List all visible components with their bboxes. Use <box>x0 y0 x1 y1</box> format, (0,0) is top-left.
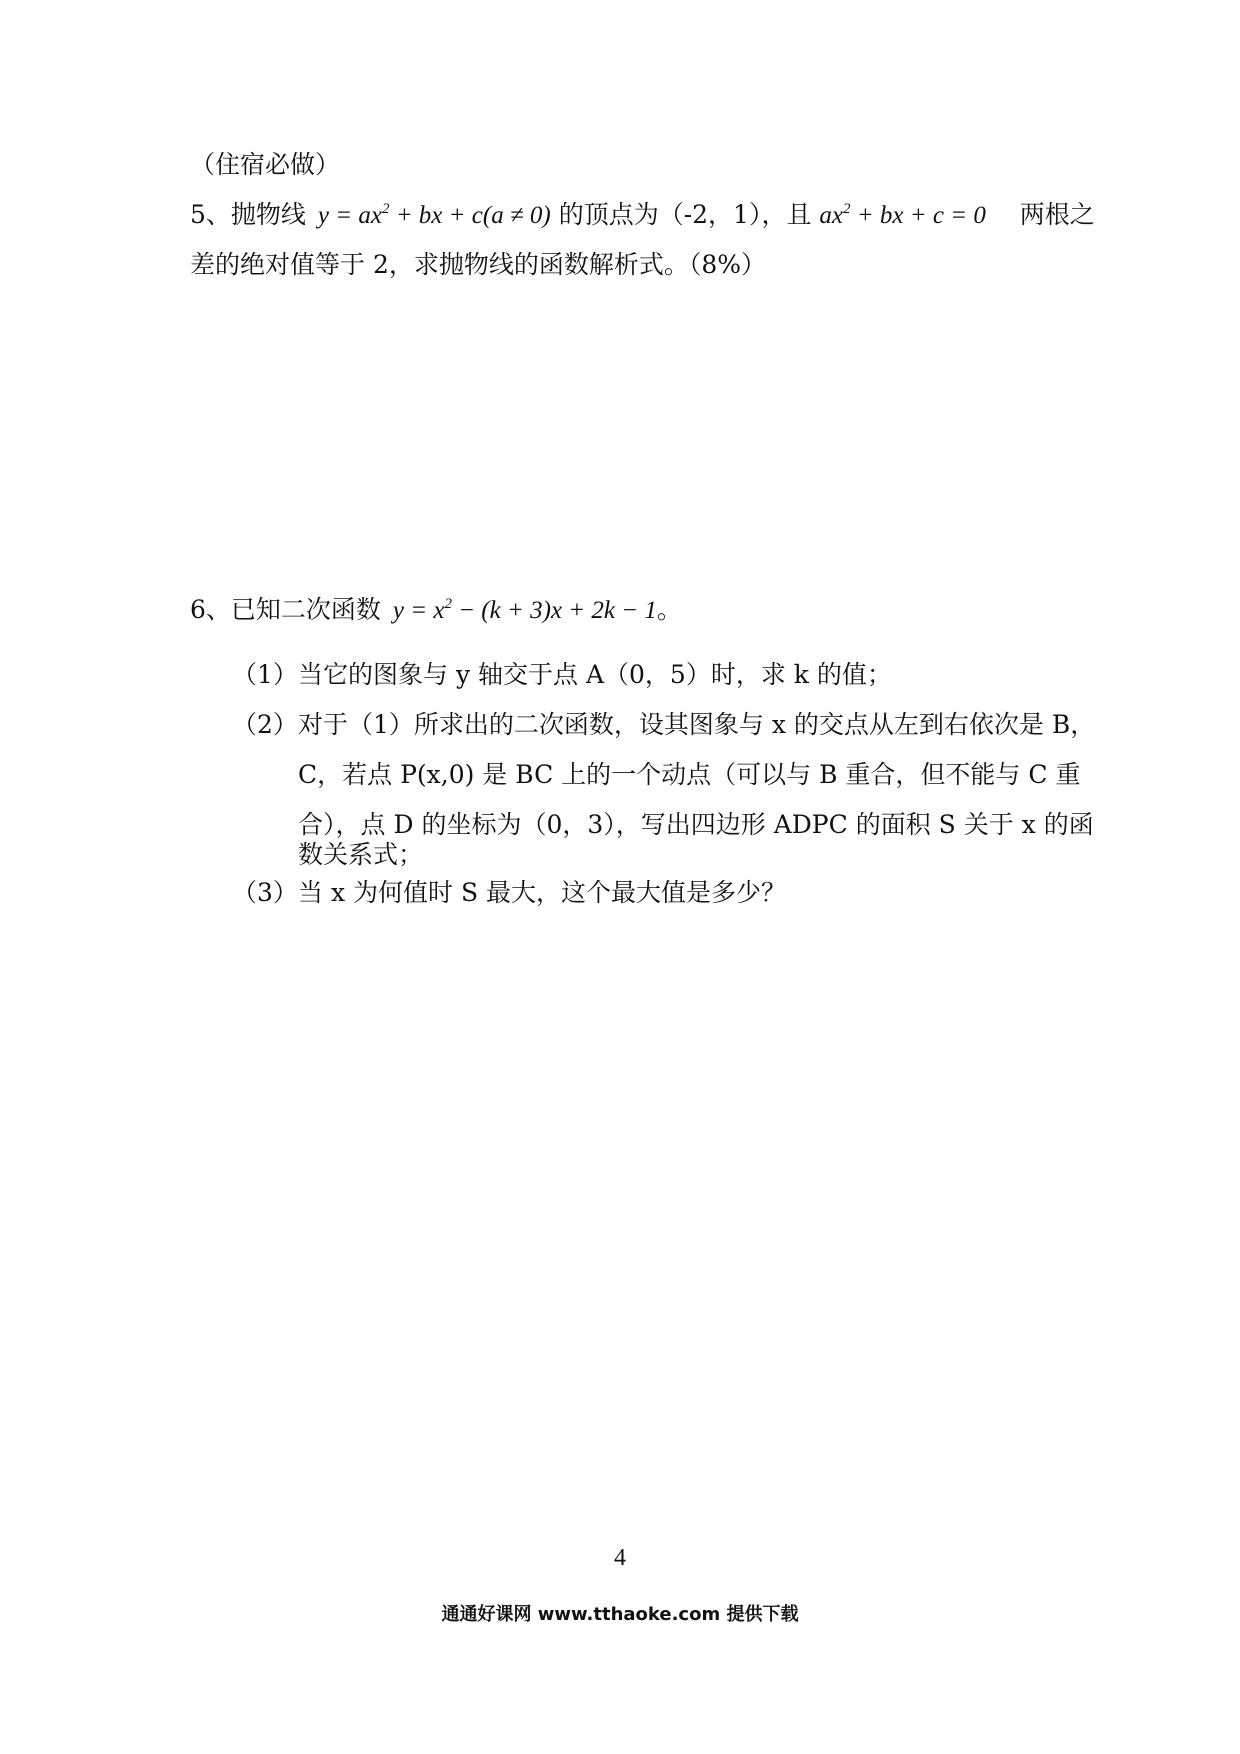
part-2-line-1 <box>232 712 1095 737</box>
question-6-lead: 已知二次函数 <box>230 595 381 624</box>
section-note: （住宿必做） <box>190 150 341 179</box>
question-6-part-3 <box>232 880 786 905</box>
part-2-line-3: 合），点 D 的坐标为（0，3），写出四边形 ADPC 的面积 S 关于 x 的函 <box>298 810 1094 839</box>
question-5-lead: 抛物线 <box>230 200 306 229</box>
question-5-equation-1: $y = ax^2$ + bx + c(a ≠ 0) <box>317 201 551 229</box>
question-5-line-1 <box>190 202 1095 228</box>
question-6-line-1 <box>190 597 682 623</box>
question-6-end: 。 <box>656 595 682 624</box>
page-number: 4 <box>614 1545 626 1571</box>
part-2-text-1: 对于（1）所求出的二次函数，设其图象与 x 的交点从左到右依次是 B， <box>298 710 1096 739</box>
part-2-line-4: 数关系式； <box>298 840 424 869</box>
question-6-equation: $y = x^2 - (k + 3)x + 2k - 1$ <box>392 596 657 624</box>
part-2-line-2: C，若点 P(x,0) 是 BC 上的一个动点（可以与 B 重合，但不能与 C 重 <box>298 760 1081 789</box>
question-5-number: 5、 <box>190 200 231 229</box>
question-5-mid-text: 的顶点为（-2，1），且 <box>558 200 812 229</box>
part-1-label: （1） <box>232 660 298 689</box>
question-5-line-2: 差的绝对值等于 2，求抛物线的函数解析式。（8%） <box>190 250 767 279</box>
question-6-number: 6、 <box>190 595 231 624</box>
part-3-text: 当 x 为何值时 S 最大，这个最大值是多少？ <box>298 878 787 907</box>
part-1-text: 当它的图象与 y 轴交于点 A（0，5）时，求 k 的值； <box>298 660 892 689</box>
question-6-part-1 <box>232 662 892 687</box>
question-5-equation-2: $ax^2$ + bx + c = 0 <box>819 201 986 229</box>
part-2-label: （2） <box>232 710 298 739</box>
question-5-tail: 两根之 <box>1019 200 1095 229</box>
part-3-label: （3） <box>232 878 298 907</box>
footer-credit: 通通好课网 www.tthaoke.com 提供下载 <box>441 1604 799 1625</box>
